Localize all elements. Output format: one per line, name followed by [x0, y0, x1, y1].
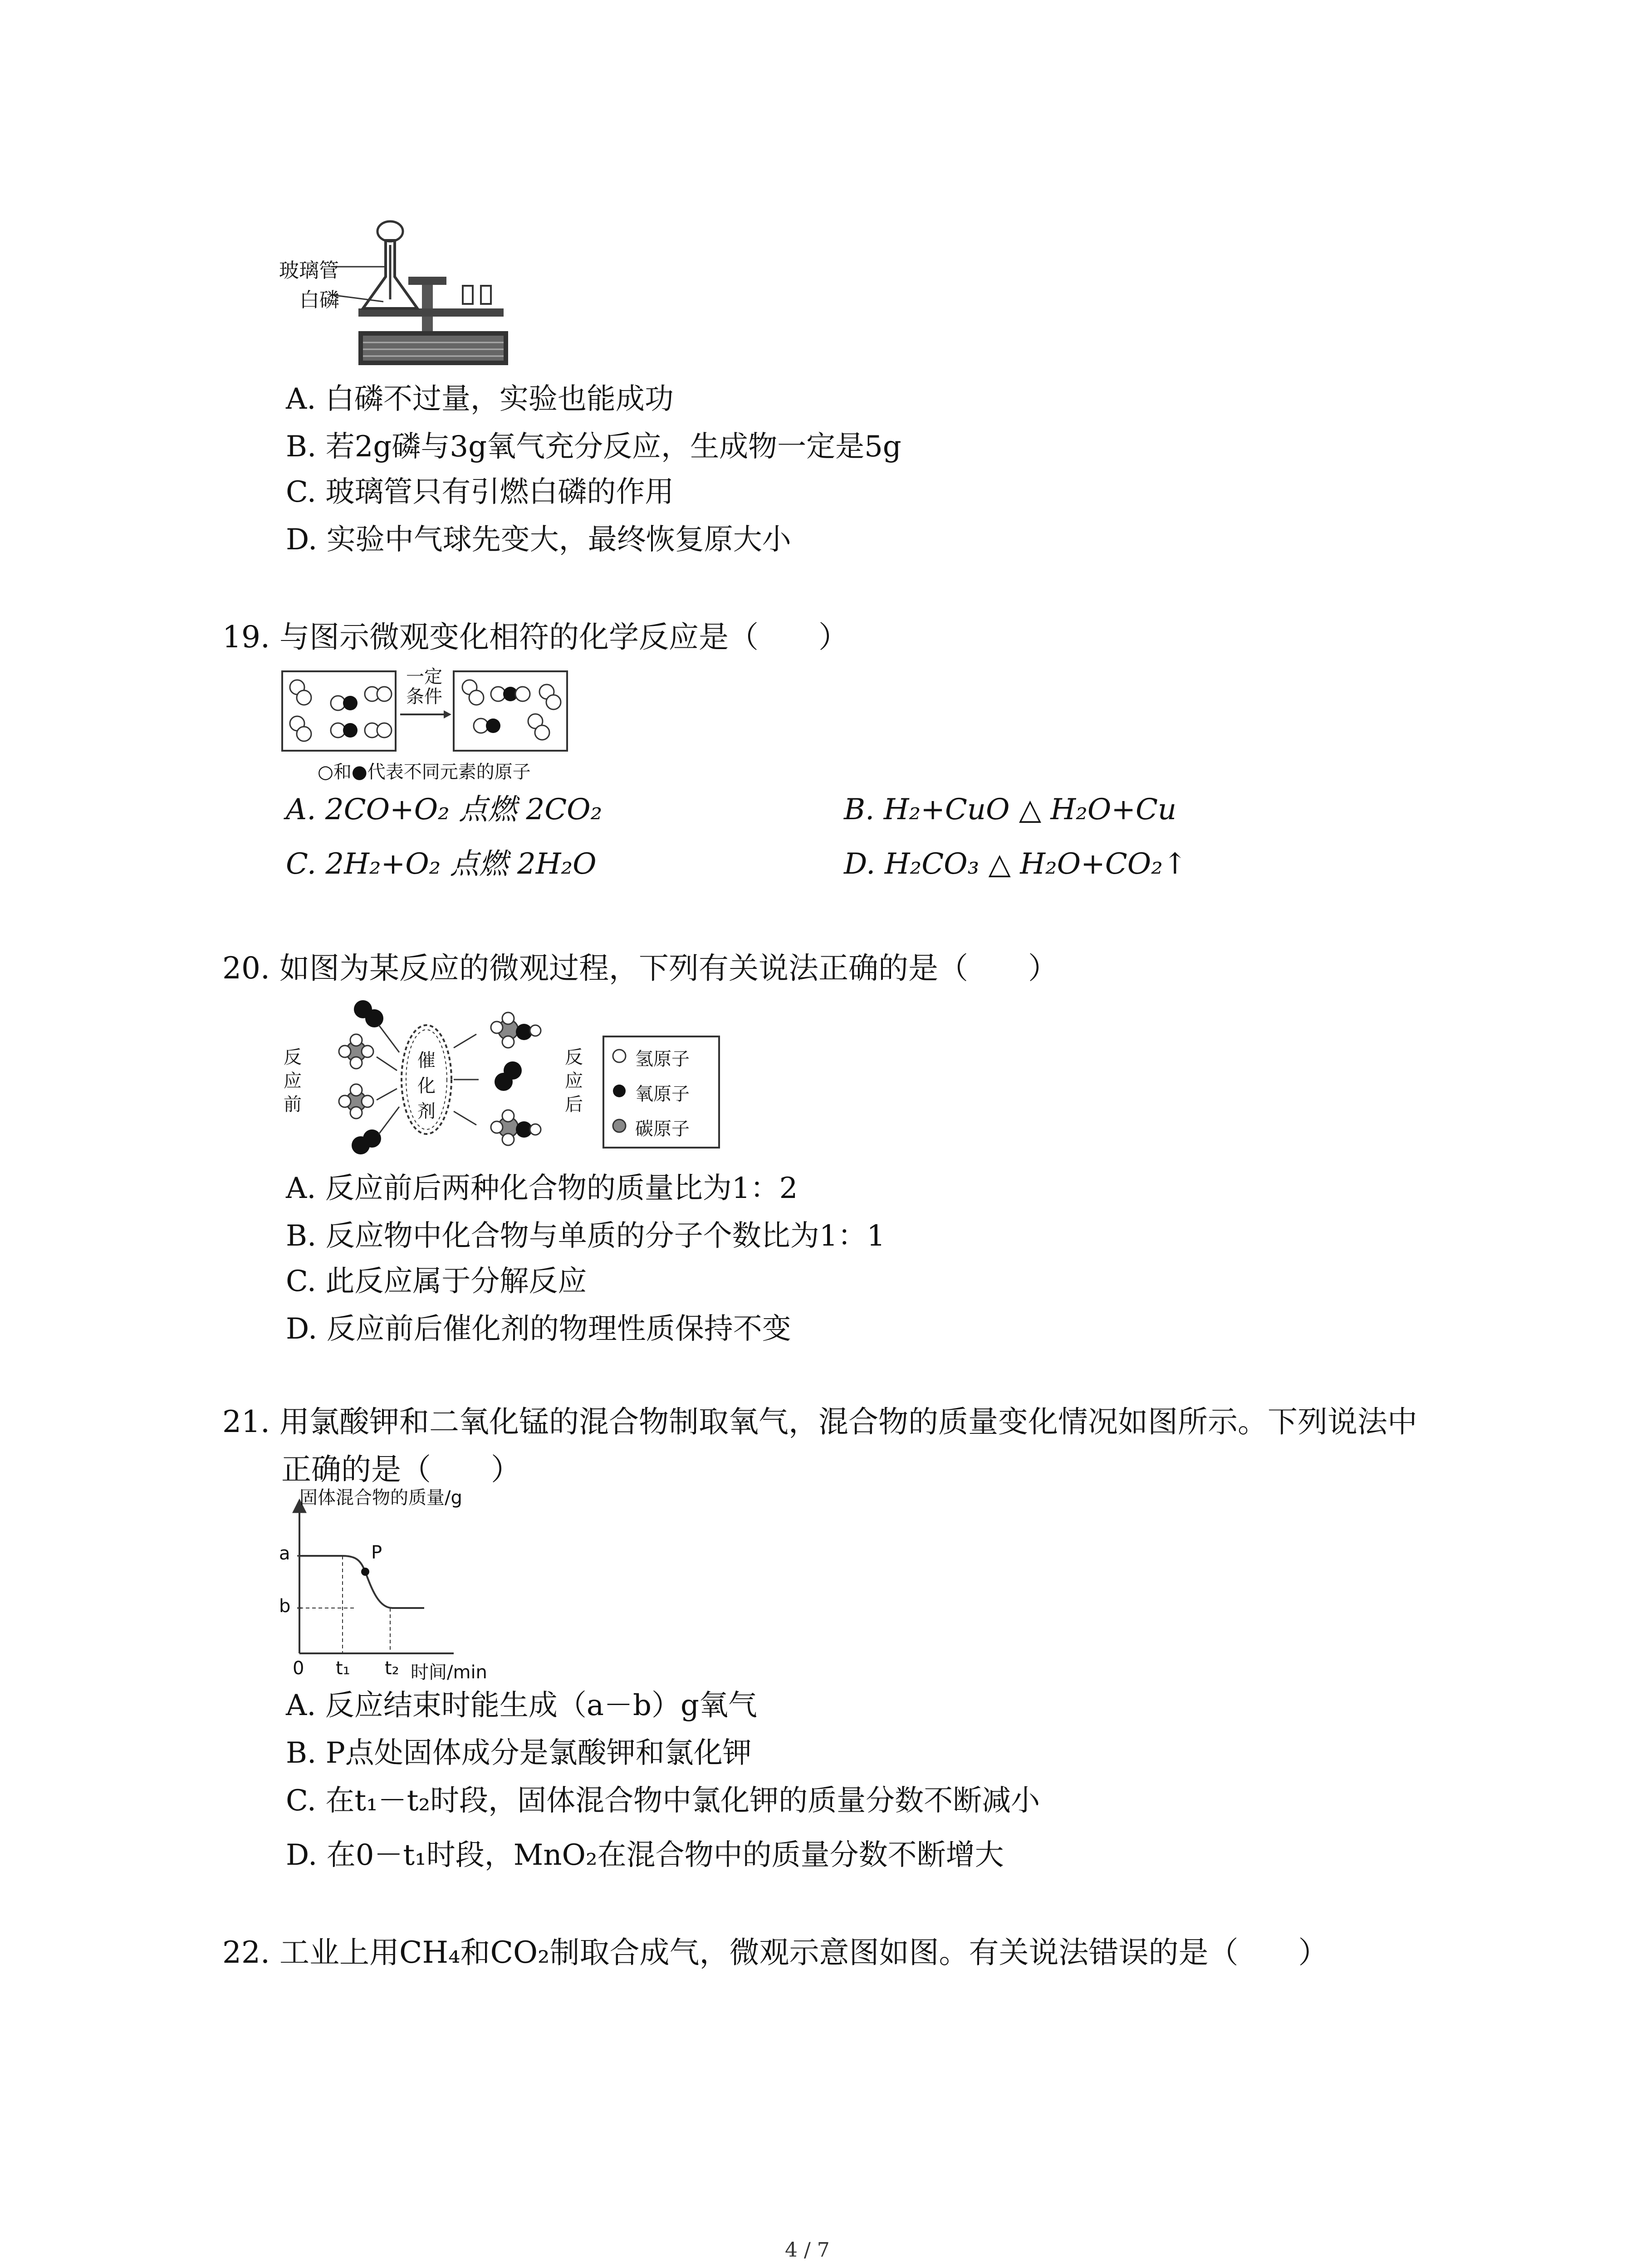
q20-label-after: 反应后 — [565, 1047, 583, 1115]
q21-y-tick-a: a — [279, 1543, 290, 1564]
q21-option-b: B. P点处固体成分是氯酸钾和氯化钾 — [286, 1736, 752, 1770]
q21-option-d: D. 在0－t₁时段，MnO₂在混合物中的质量分数不断增大 — [286, 1838, 1004, 1872]
q20-legend-oxygen: 氧原子 — [635, 1084, 690, 1105]
q19-option-a: A. 2CO+O₂ 点燃 2CO₂ — [286, 793, 603, 826]
q21-x-tick-t1: t₁ — [336, 1658, 350, 1679]
q21-mass-time-chart — [272, 1492, 526, 1678]
q21-mass-curve — [299, 1556, 424, 1608]
q18-option-c: C. 玻璃管只有引燃白磷的作用 — [286, 475, 674, 509]
page-number: 4 / 7 — [785, 2239, 830, 2262]
q22-question-title: 22. 工业上用CH₄和CO₂制取合成气，微观示意图如图。有关说法错误的是（ ） — [222, 1935, 1328, 1970]
q19-diagram-caption: ○和●代表不同元素的原子 — [318, 762, 531, 782]
q21-x-tick-0: 0 — [293, 1658, 304, 1679]
q21-y-tick-b: b — [279, 1596, 291, 1617]
q20-option-b: B. 反应物中化合物与单质的分子个数比为1：1 — [286, 1219, 886, 1253]
q18-label-white-phosphorus: 白磷 — [299, 288, 339, 312]
q19-option-c: C. 2H₂+O₂ 点燃 2H₂O — [286, 847, 597, 881]
q21-x-axis-label: 时间/min — [411, 1662, 487, 1683]
q21-question-title-line2: 正确的是（ ） — [281, 1452, 521, 1487]
q19-question-title: 19. 与图示微观变化相符的化学反应是（ ） — [222, 620, 848, 655]
q21-option-c: C. 在t₁－t₂时段，固体混合物中氯化钾的质量分数不断减小 — [286, 1784, 1040, 1818]
q20-legend-hydrogen: 氢原子 — [635, 1049, 690, 1070]
q20-option-a: A. 反应前后两种化合物的质量比为1：2 — [286, 1172, 798, 1205]
q21-x-tick-t2: t₂ — [385, 1658, 399, 1679]
q18-option-d: D. 实验中气球先变大，最终恢复原大小 — [286, 523, 791, 557]
q21-option-a: A. 反应结束时能生成（a－b）g氧气 — [286, 1689, 757, 1722]
q20-option-c: C. 此反应属于分解反应 — [286, 1265, 587, 1298]
q18-option-a: A. 白磷不过量，实验也能成功 — [286, 382, 674, 416]
q19-option-b: B. H₂+CuO △ H₂O+Cu — [844, 793, 1177, 826]
q19-arrow-condition-label: 一定条件 — [406, 666, 442, 707]
q20-legend-carbon: 碳原子 — [635, 1119, 690, 1139]
q21-y-axis-label: 固体混合物的质量/g — [299, 1487, 462, 1508]
q21-question-title-line1: 21. 用氯酸钾和二氧化锰的混合物制取氧气，混合物的质量变化情况如图所示。下列说法中 — [222, 1404, 1417, 1439]
q21-point-p — [361, 1568, 369, 1576]
q20-option-d: D. 反应前后催化剂的物理性质保持不变 — [286, 1312, 791, 1346]
q18-option-b: B. 若2g磷与3g氧气充分反应，生成物一定是5g — [286, 430, 901, 464]
q19-option-d: D. H₂CO₃ △ H₂O+CO₂↑ — [844, 847, 1187, 881]
q20-question-title: 20. 如图为某反应的微观过程，下列有关说法正确的是（ ） — [222, 951, 1058, 986]
q20-label-before: 反应前 — [284, 1047, 302, 1115]
q21-point-label: P — [371, 1542, 382, 1563]
q18-label-glass-tube: 玻璃管 — [279, 259, 339, 282]
q20-label-catalyst: 催化剂 — [417, 1050, 436, 1122]
